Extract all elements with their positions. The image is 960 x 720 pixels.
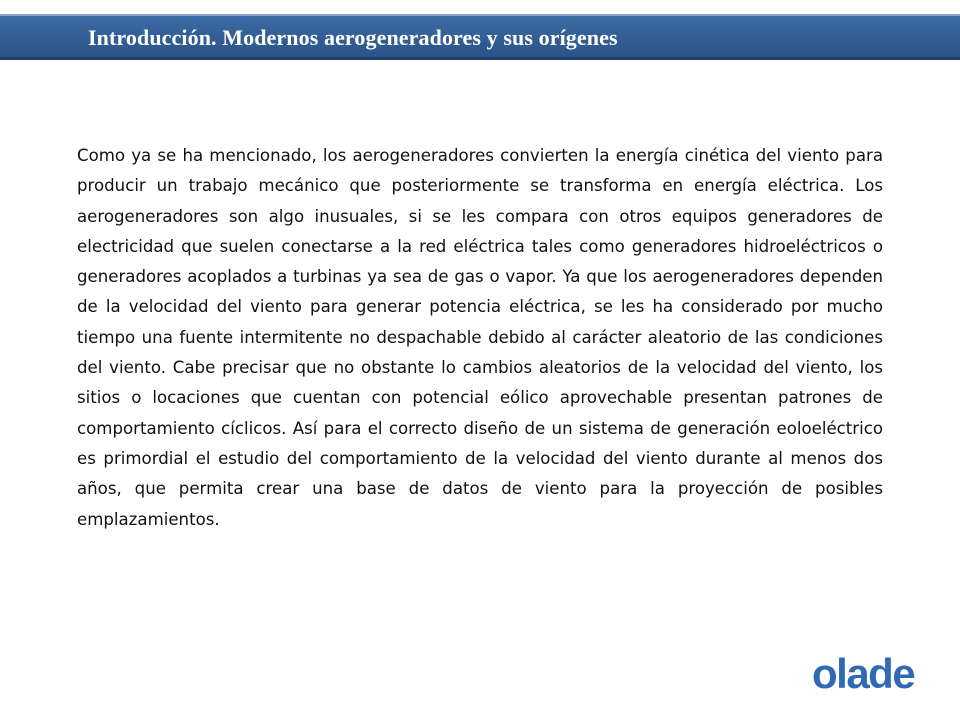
- slide-title: Introducción. Modernos aerogeneradores y sus orígenes: [88, 25, 618, 50]
- logo-wordmark: olade: [812, 652, 915, 696]
- olade-logo: [812, 652, 932, 696]
- title-bar: [0, 14, 960, 60]
- body-paragraph: Como ya se ha mencionado, los aerogeneradores convierten la energía cinética del viento para producir un trabajo mecánico que posteriormente se transforma en energía eléctrica. Los aerogeneradores son algo inusuales, si se les compara con otros equipos generadores de electricidad que suelen conectarse a la red eléctrica tales como generadores hidroeléctricos o generadores acoplados a turbinas ya sea de gas o vapor. Ya que los aerogeneradores dependen de la velocidad del viento para generar potencia eléctrica, se les ha considerado por mucho tiempo una fuente intermitente no despachable debido al carácter aleatorio de las condiciones del viento. Cabe precisar que no obstante lo cambios aleatorios de la velocidad del viento, los sitios o locaciones que cuentan con potencial eólico aprovechable presentan patrones de comportamiento cíclicos. Así para el correcto diseño de un sistema de generación eoloeléctrico es primordial el estudio del comportamiento de la velocidad del viento durante al menos dos años, que permita crear una base de datos de viento para la proyección de posibles emplazamientos.: [77, 146, 883, 529]
